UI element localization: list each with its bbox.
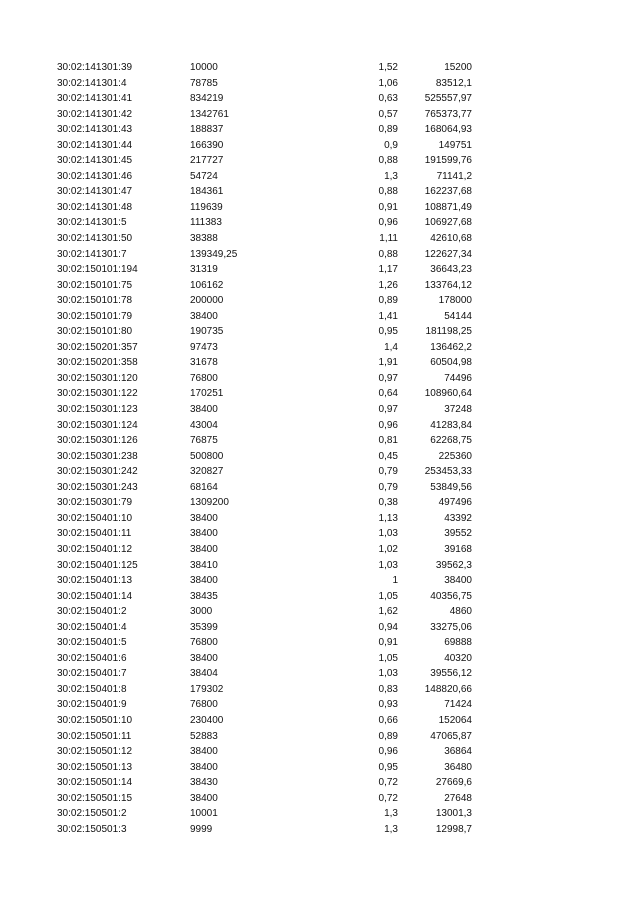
- cadastral-number-cell: 30:02:150501:10: [57, 714, 133, 726]
- cadastral-number-cell: 30:02:150101:79: [57, 310, 133, 322]
- total-cell: 13001,3: [435, 808, 472, 820]
- coefficient-cell: 0,38: [378, 497, 398, 509]
- table-row: [0, 806, 640, 822]
- total-cell: 168064,93: [424, 124, 472, 136]
- coefficient-cell: 1,41: [378, 310, 398, 322]
- total-cell: 38400: [444, 575, 472, 587]
- coefficient-cell: 0,95: [378, 761, 398, 773]
- table-row: [0, 386, 640, 402]
- table-row: [0, 278, 640, 294]
- quantity-cell: 3000: [190, 606, 213, 618]
- total-cell: 148820,66: [424, 683, 472, 695]
- coefficient-cell: 0,88: [378, 248, 398, 260]
- coefficient-cell: 0,57: [378, 108, 398, 120]
- table-row: [0, 526, 640, 542]
- table-row: [0, 495, 640, 511]
- coefficient-cell: 0,95: [378, 326, 398, 338]
- table-row: [0, 215, 640, 231]
- total-cell: 43392: [444, 512, 472, 524]
- quantity-cell: 200000: [190, 295, 224, 307]
- cadastral-number-cell: 30:02:150501:2: [57, 808, 127, 820]
- table-row: [0, 200, 640, 216]
- total-cell: 37248: [444, 404, 472, 416]
- quantity-cell: 38388: [190, 233, 218, 245]
- coefficient-cell: 1,03: [378, 559, 398, 571]
- table-row: [0, 542, 640, 558]
- cadastral-number-cell: 30:02:141301:39: [57, 62, 133, 73]
- total-cell: 225360: [438, 450, 472, 462]
- cadastral-number-cell: 30:02:150401:6: [57, 652, 127, 664]
- table-row: [0, 760, 640, 776]
- cadastral-number-cell: 30:02:141301:41: [57, 93, 133, 105]
- total-cell: 133764,12: [424, 279, 472, 291]
- table-row: [0, 713, 640, 729]
- total-cell: 525557,97: [424, 93, 472, 105]
- total-cell: 765373,77: [424, 108, 472, 120]
- table-row: [0, 480, 640, 496]
- coefficient-cell: 0,64: [378, 388, 398, 400]
- coefficient-cell: 1,17: [378, 264, 398, 276]
- quantity-cell: 38400: [190, 575, 218, 587]
- cadastral-number-cell: 30:02:150301:126: [57, 435, 138, 447]
- table-row: [0, 697, 640, 713]
- total-cell: 42610,68: [430, 233, 472, 245]
- coefficient-cell: 0,96: [378, 419, 398, 431]
- table-row: [0, 464, 640, 480]
- cadastral-number-cell: 30:02:141301:46: [57, 170, 133, 182]
- cadastral-number-cell: 30:02:150301:238: [57, 450, 138, 462]
- table-row: [0, 729, 640, 745]
- table-row: [0, 309, 640, 325]
- quantity-cell: 184361: [190, 186, 224, 198]
- coefficient-cell: 0,45: [378, 450, 398, 462]
- quantity-cell: 834219: [190, 93, 224, 105]
- total-cell: 108960,64: [424, 388, 472, 400]
- coefficient-cell: 1,52: [378, 62, 398, 73]
- table-row: [0, 340, 640, 356]
- quantity-cell: 68164: [190, 481, 218, 493]
- cadastral-number-cell: 30:02:150101:194: [57, 264, 138, 276]
- quantity-cell: 1309200: [190, 497, 229, 509]
- quantity-cell: 170251: [190, 388, 224, 400]
- table-row: [0, 573, 640, 589]
- cadastral-number-cell: 30:02:150301:123: [57, 404, 138, 416]
- cadastral-number-cell: 30:02:150401:12: [57, 543, 133, 555]
- total-cell: 83512,1: [435, 77, 472, 89]
- coefficient-cell: 0,72: [378, 792, 398, 804]
- quantity-cell: 1342761: [190, 108, 229, 120]
- table-row: [0, 169, 640, 185]
- quantity-cell: 119639: [190, 201, 223, 213]
- coefficient-cell: 0,97: [378, 404, 398, 416]
- table-row: [0, 449, 640, 465]
- coefficient-cell: 1: [392, 575, 398, 587]
- coefficient-cell: 0,81: [378, 435, 398, 447]
- table-row: [0, 418, 640, 434]
- data-table: [0, 60, 640, 837]
- cadastral-number-cell: 30:02:150501:12: [57, 746, 133, 758]
- quantity-cell: 35399: [190, 621, 218, 633]
- table-row: [0, 744, 640, 760]
- quantity-cell: 38435: [190, 590, 218, 602]
- total-cell: 39168: [444, 543, 472, 555]
- quantity-cell: 76875: [190, 435, 218, 447]
- cadastral-number-cell: 30:02:150301:242: [57, 466, 138, 478]
- cadastral-number-cell: 30:02:141301:50: [57, 233, 133, 245]
- quantity-cell: 188837: [190, 124, 224, 136]
- coefficient-cell: 0,89: [378, 124, 398, 136]
- table-row: [0, 91, 640, 107]
- coefficient-cell: 1,13: [378, 512, 398, 524]
- total-cell: 69888: [444, 637, 472, 649]
- table-row: [0, 293, 640, 309]
- cadastral-number-cell: 30:02:150501:13: [57, 761, 133, 773]
- cadastral-number-cell: 30:02:150401:8: [57, 683, 127, 695]
- cadastral-number-cell: 30:02:150201:358: [57, 357, 138, 369]
- table-row: [0, 604, 640, 620]
- quantity-cell: 76800: [190, 637, 218, 649]
- cadastral-number-cell: 30:02:150301:122: [57, 388, 138, 400]
- total-cell: 4860: [449, 606, 472, 618]
- cadastral-number-cell: 30:02:150401:7: [57, 668, 127, 680]
- cadastral-number-cell: 30:02:141301:4: [57, 77, 127, 89]
- total-cell: 162237,68: [424, 186, 472, 198]
- table-row: [0, 589, 640, 605]
- coefficient-cell: 1,06: [378, 77, 398, 89]
- table-row: [0, 682, 640, 698]
- coefficient-cell: 0,94: [378, 621, 398, 633]
- coefficient-cell: 0,89: [378, 730, 398, 742]
- total-cell: 15200: [444, 62, 472, 73]
- total-cell: 106927,68: [424, 217, 472, 229]
- cadastral-number-cell: 30:02:141301:42: [57, 108, 133, 120]
- coefficient-cell: 0,72: [378, 777, 398, 789]
- cadastral-number-cell: 30:02:150401:10: [57, 512, 133, 524]
- coefficient-cell: 1,02: [378, 543, 398, 555]
- table-row: [0, 247, 640, 263]
- quantity-cell: 31319: [190, 264, 218, 276]
- cadastral-number-cell: 30:02:150301:120: [57, 372, 138, 384]
- total-cell: 181198,25: [425, 326, 472, 338]
- table-row: [0, 651, 640, 667]
- total-cell: 253453,33: [424, 466, 472, 478]
- coefficient-cell: 0,66: [378, 714, 398, 726]
- total-cell: 12998,7: [435, 823, 472, 835]
- table-row: [0, 433, 640, 449]
- table-row: [0, 231, 640, 247]
- total-cell: 71141,2: [436, 170, 472, 182]
- quantity-cell: 38400: [190, 761, 218, 773]
- cadastral-number-cell: 30:02:141301:44: [57, 139, 133, 151]
- cadastral-number-cell: 30:02:150401:14: [57, 590, 133, 602]
- quantity-cell: 38400: [190, 792, 218, 804]
- total-cell: 40320: [444, 652, 472, 664]
- cadastral-number-cell: 30:02:150401:9: [57, 699, 127, 711]
- coefficient-cell: 0,91: [378, 201, 398, 213]
- total-cell: 497496: [438, 497, 472, 509]
- cadastral-number-cell: 30:02:141301:5: [57, 217, 127, 229]
- quantity-cell: 38400: [190, 543, 218, 555]
- quantity-cell: 179302: [190, 683, 224, 695]
- cadastral-number-cell: 30:02:150301:243: [57, 481, 138, 493]
- coefficient-cell: 1,91: [378, 357, 398, 369]
- table-row: [0, 76, 640, 92]
- quantity-cell: 217727: [190, 155, 224, 167]
- quantity-cell: 10001: [190, 808, 218, 820]
- cadastral-number-cell: 30:02:150301:79: [57, 497, 133, 509]
- coefficient-cell: 1,4: [384, 341, 398, 353]
- quantity-cell: 10000: [190, 62, 218, 73]
- quantity-cell: 320827: [190, 466, 224, 478]
- coefficient-cell: 0,83: [378, 683, 398, 695]
- table-row: [0, 355, 640, 371]
- quantity-cell: 97473: [190, 341, 218, 353]
- total-cell: 39552: [444, 528, 472, 540]
- table-row: [0, 402, 640, 418]
- table-row: [0, 184, 640, 200]
- quantity-cell: 38400: [190, 512, 218, 524]
- cadastral-number-cell: 30:02:150501:14: [57, 777, 133, 789]
- cadastral-number-cell: 30:02:150401:125: [57, 559, 138, 571]
- coefficient-cell: 1,05: [378, 652, 398, 664]
- total-cell: 39556,12: [430, 668, 472, 680]
- total-cell: 33275,06: [430, 621, 472, 633]
- cadastral-number-cell: 30:02:141301:47: [57, 186, 133, 198]
- table-row: [0, 558, 640, 574]
- quantity-cell: 31678: [190, 357, 218, 369]
- quantity-cell: 38410: [190, 559, 218, 571]
- cadastral-number-cell: 30:02:150401:4: [57, 621, 127, 633]
- table-row: [0, 822, 640, 838]
- coefficient-cell: 0,63: [378, 93, 398, 105]
- quantity-cell: 139349,25: [190, 248, 238, 260]
- total-cell: 40356,75: [430, 590, 472, 602]
- total-cell: 62268,75: [430, 435, 472, 447]
- table-row: [0, 122, 640, 138]
- total-cell: 74496: [444, 372, 472, 384]
- total-cell: 71424: [444, 699, 472, 711]
- quantity-cell: 190735: [190, 326, 224, 338]
- total-cell: 178000: [438, 295, 472, 307]
- total-cell: 191599,76: [424, 155, 472, 167]
- quantity-cell: 166390: [190, 139, 224, 151]
- total-cell: 41283,84: [430, 419, 472, 431]
- coefficient-cell: 1,62: [378, 606, 398, 618]
- cadastral-number-cell: 30:02:150501:3: [57, 823, 127, 835]
- cadastral-number-cell: 30:02:150201:357: [57, 341, 138, 353]
- coefficient-cell: 0,93: [378, 699, 398, 711]
- coefficient-cell: 0,89: [378, 295, 398, 307]
- table-row: [0, 262, 640, 278]
- coefficient-cell: 0,88: [378, 155, 398, 167]
- cadastral-number-cell: 30:02:150401:13: [57, 575, 133, 587]
- quantity-cell: 106162: [190, 279, 224, 291]
- table-row: [0, 635, 640, 651]
- cadastral-number-cell: 30:02:150301:124: [57, 419, 138, 431]
- cadastral-number-cell: 30:02:150101:78: [57, 295, 133, 307]
- quantity-cell: 38400: [190, 310, 218, 322]
- cadastral-number-cell: 30:02:141301:43: [57, 124, 133, 136]
- total-cell: 54144: [444, 310, 472, 322]
- quantity-cell: 9999: [190, 823, 213, 835]
- table-row: [0, 107, 640, 123]
- total-cell: 27669,6: [435, 777, 472, 789]
- table-row: [0, 511, 640, 527]
- total-cell: 108871,49: [424, 201, 472, 213]
- quantity-cell: 500800: [190, 450, 224, 462]
- quantity-cell: 38400: [190, 528, 218, 540]
- quantity-cell: 43004: [190, 419, 218, 431]
- total-cell: 36480: [444, 761, 472, 773]
- coefficient-cell: 1,03: [378, 668, 398, 680]
- quantity-cell: 76800: [190, 372, 218, 384]
- coefficient-cell: 0,91: [378, 637, 398, 649]
- quantity-cell: 76800: [190, 699, 218, 711]
- total-cell: 39562,3: [435, 559, 472, 571]
- quantity-cell: 78785: [190, 77, 218, 89]
- table-row: [0, 620, 640, 636]
- table-row: [0, 791, 640, 807]
- cadastral-number-cell: 30:02:150101:80: [57, 326, 133, 338]
- cadastral-number-cell: 30:02:150101:75: [57, 279, 133, 291]
- coefficient-cell: 0,96: [378, 217, 398, 229]
- cadastral-number-cell: 30:02:141301:48: [57, 201, 133, 213]
- table-row: [0, 666, 640, 682]
- total-cell: 152064: [438, 714, 472, 726]
- quantity-cell: 111383: [190, 217, 222, 229]
- coefficient-cell: 0,97: [378, 372, 398, 384]
- coefficient-cell: 1,3: [384, 808, 398, 820]
- total-cell: 60504,98: [430, 357, 472, 369]
- coefficient-cell: 1,03: [378, 528, 398, 540]
- coefficient-cell: 1,3: [384, 823, 398, 835]
- table-row: [0, 775, 640, 791]
- quantity-cell: 38400: [190, 404, 218, 416]
- cadastral-number-cell: 30:02:150401:5: [57, 637, 127, 649]
- table-row: [0, 371, 640, 387]
- coefficient-cell: 1,11: [379, 233, 398, 245]
- coefficient-cell: 1,05: [378, 590, 398, 602]
- table-row: [0, 324, 640, 340]
- quantity-cell: 38400: [190, 652, 218, 664]
- coefficient-cell: 0,96: [378, 746, 398, 758]
- total-cell: 47065,87: [430, 730, 472, 742]
- quantity-cell: 38430: [190, 777, 218, 789]
- table-row: [0, 153, 640, 169]
- cadastral-number-cell: 30:02:150401:11: [57, 528, 132, 540]
- quantity-cell: 54724: [190, 170, 218, 182]
- table-row: [0, 60, 640, 76]
- cadastral-number-cell: 30:02:141301:7: [57, 248, 127, 260]
- total-cell: 36864: [444, 746, 472, 758]
- cadastral-number-cell: 30:02:141301:45: [57, 155, 133, 167]
- cadastral-number-cell: 30:02:150501:11: [57, 730, 132, 742]
- cadastral-number-cell: 30:02:150501:15: [57, 792, 133, 804]
- total-cell: 122627,34: [424, 248, 472, 260]
- cadastral-number-cell: 30:02:150401:2: [57, 606, 127, 618]
- quantity-cell: 38400: [190, 746, 218, 758]
- total-cell: 149751: [438, 139, 472, 151]
- coefficient-cell: 1,26: [378, 279, 398, 291]
- total-cell: 136462,2: [430, 341, 472, 353]
- quantity-cell: 38404: [190, 668, 218, 680]
- total-cell: 27648: [444, 792, 472, 804]
- coefficient-cell: 0,9: [384, 139, 398, 151]
- total-cell: 36643,23: [430, 264, 472, 276]
- coefficient-cell: 0,88: [378, 186, 398, 198]
- quantity-cell: 52883: [190, 730, 218, 742]
- coefficient-cell: 0,79: [378, 481, 398, 493]
- total-cell: 53849,56: [430, 481, 472, 493]
- table-row: [0, 138, 640, 154]
- quantity-cell: 230400: [190, 714, 224, 726]
- coefficient-cell: 1,3: [384, 170, 398, 182]
- coefficient-cell: 0,79: [378, 466, 398, 478]
